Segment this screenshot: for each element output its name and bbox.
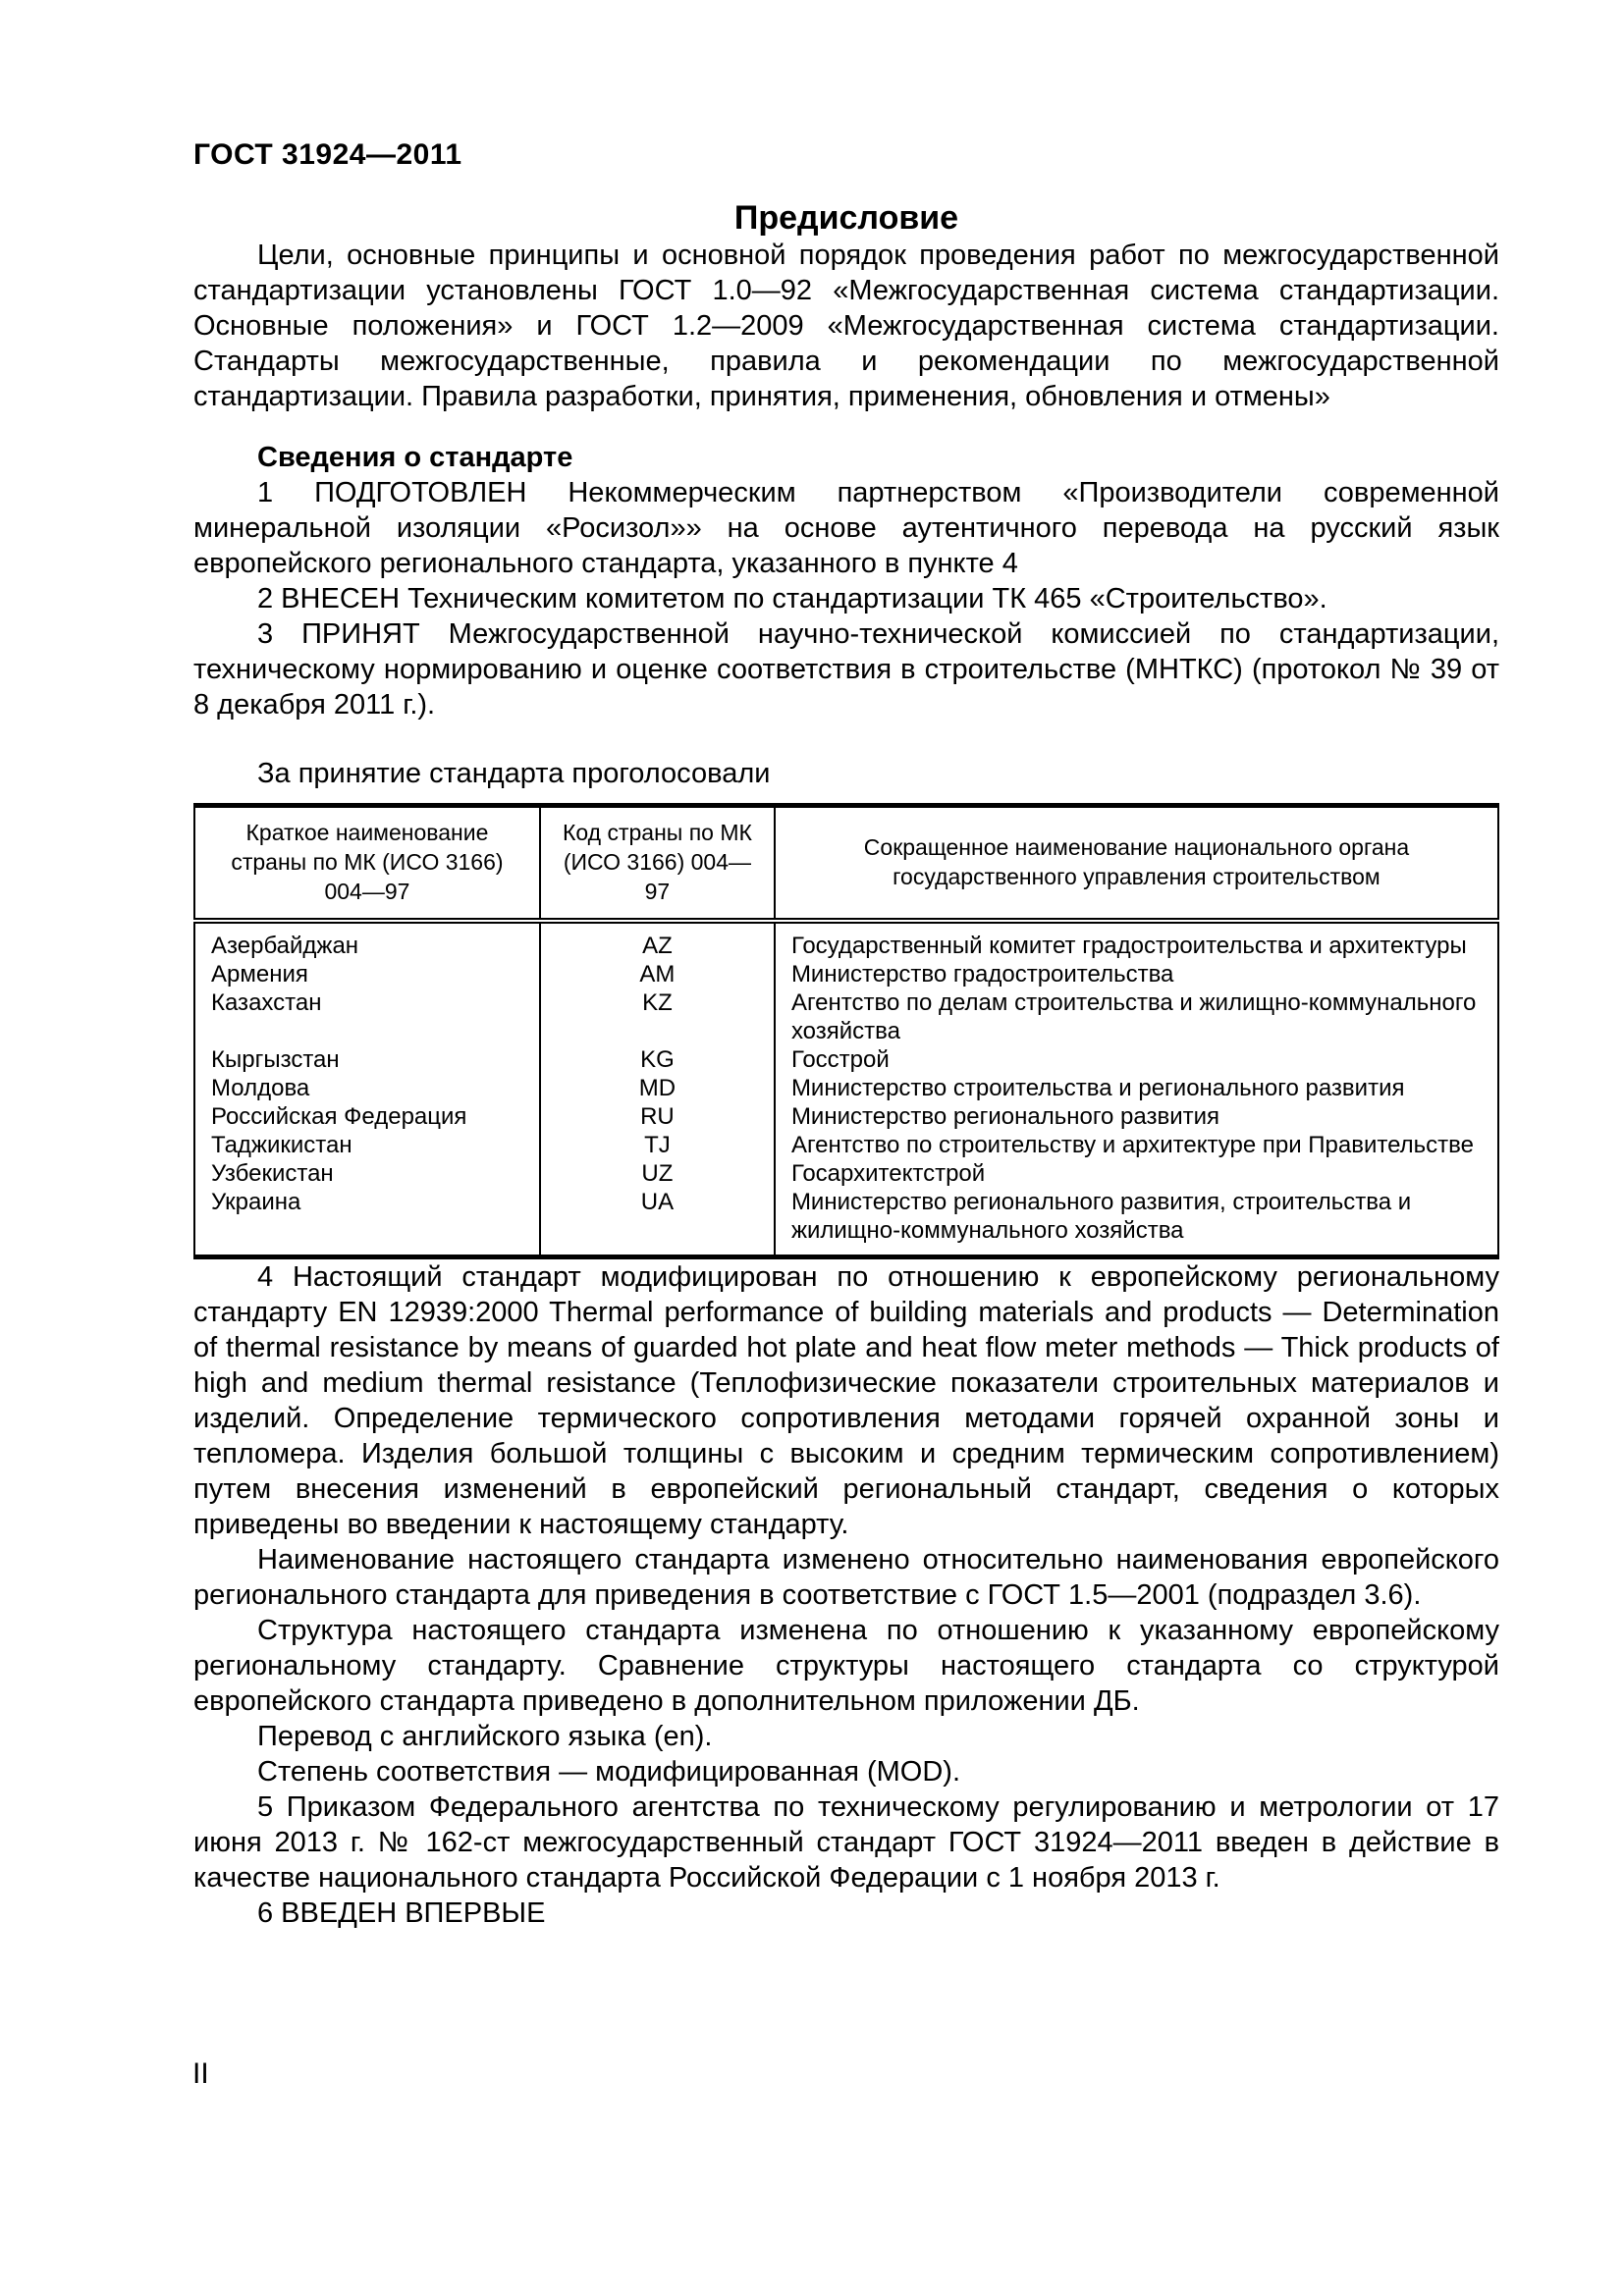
code-cell: AM (540, 960, 775, 988)
country-cell: Кыргызстан (211, 1046, 340, 1073)
authority-cell: Госархитектстрой (775, 1159, 1498, 1188)
table-row (194, 1188, 1498, 1257)
country-cell: Казахстан (211, 989, 322, 1016)
table-row (194, 960, 1498, 988)
vote-table-header-authority: Сокращенное наименование национального органа государственного управления строительством (775, 806, 1498, 922)
authority-cell: Министерство регионального развития, строительства и жилищно-коммунального хозяйства (775, 1188, 1498, 1257)
vote-table-header-code: Код страны по МК (ИСО 3166) 004—97 (540, 806, 775, 922)
code-cell: MD (540, 1074, 775, 1102)
modification-paragraph: 4 Настоящий стандарт модифицирован по отношению к европейскому региональному стандарту EN 12939:2000 Thermal performance of building materials and products — Determination of thermal resistance by means of guarded hot plate and heat flow meter methods — Thick products of high and medium thermal resistance (Теплофизические показатели строительных материалов и изделий. Определение термического сопротивления методами горячей охранной зоны и тепломера. Изделия большой толщины с высоким и средним термическим сопротивлением) путем внесения изменений в европейский региональный стандарт, сведения о которых приведены во введении к настоящему стандарту. (193, 1261, 1499, 1540)
code-cell: AZ (540, 921, 775, 960)
adopted-item: 3 ПРИНЯТ Межгосударственной научно-технической комиссией по стандартизации, техническому нормированию и оценке соответствия в строительстве (МНТКС) (протокол № 39 от 8 декабря 2011 г.). (193, 618, 1499, 721)
table-row (194, 1131, 1498, 1159)
code-cell: KG (540, 1045, 775, 1074)
standard-info-heading: Сведения о стандарте (257, 442, 573, 473)
code-cell: TJ (540, 1131, 775, 1159)
table-row (194, 1074, 1498, 1102)
vote-table-header-country: Краткое наименование страны по МК (ИСО 3166) 004—97 (194, 806, 540, 922)
country-cell: Российская Федерация (211, 1103, 467, 1130)
authority-cell: Министерство регионального развития (775, 1102, 1498, 1131)
first-introduced-item: 6 ВВЕДЕН ВПЕРВЫЕ (257, 1897, 546, 1929)
authority-cell: Агентство по строительству и архитектуре при Правительстве (775, 1131, 1498, 1159)
country-cell: Молдова (211, 1075, 310, 1101)
code-cell: KZ (540, 988, 775, 1045)
vote-caption: За принятие стандарта проголосовали (257, 758, 771, 789)
conformity-degree-paragraph: Степень соответствия — модифицированная (MOD). (257, 1756, 961, 1788)
translation-paragraph: Перевод с английского языка (en). (257, 1721, 713, 1752)
structure-change-paragraph: Структура настоящего стандарта изменена по отношению к указанному европейскому региональному стандарту. Сравнение структуры настоящего стандарта со структурой европейского стандарта приведено в дополнительном приложении ДБ. (193, 1615, 1499, 1717)
prepared-item: 1 ПОДГОТОВЛЕН Некоммерческим партнерством «Производители современной минеральной изоляции «Росизол»» на основе аутентичного перевода на русский язык европейского регионального стандарта, указанного в пункте 4 (193, 477, 1499, 579)
page-number: II (192, 2057, 209, 2090)
country-cell: Азербайджан (211, 933, 359, 959)
table-row (194, 1045, 1498, 1074)
table-row (194, 1102, 1498, 1131)
table-row (194, 921, 1498, 960)
doc-code: ГОСТ 31924—2011 (193, 138, 462, 171)
country-cell: Таджикистан (211, 1132, 352, 1158)
vote-table (193, 803, 1499, 1259)
table-row (194, 1159, 1498, 1188)
intro-paragraph: Цели, основные принципы и основной порядок проведения работ по межгосударственной стандартизации установлены ГОСТ 1.0—92 «Межгосударственная система стандартизации. Основные положения» и ГОСТ 1.2—2009 «Межгосударственная система стандартизации. Стандарты межгосударственные, правила и рекомендации по межгосударственной стандартизации. Правила разработки, принятия, применения, обновления и отмены» (193, 240, 1499, 412)
page-title: Предисловие (733, 199, 959, 237)
authority-cell: Госстрой (775, 1045, 1498, 1074)
authority-cell: Министерство строительства и регионального развития (775, 1074, 1498, 1102)
order-item: 5 Приказом Федерального агентства по техническому регулированию и метрологии от 17 июня 2013 г. № 162-ст межгосударственный стандарт ГОСТ 31924—2011 введен в действие в качестве национального стандарта Российской Федерации с 1 ноября 2013 г. (193, 1791, 1499, 1894)
code-cell: UA (540, 1188, 775, 1257)
code-cell: UZ (540, 1159, 775, 1188)
country-cell: Украина (211, 1189, 301, 1215)
submitted-item: 2 ВНЕСЕН Техническим комитетом по стандартизации ТК 465 «Строительство». (257, 583, 1327, 614)
table-row (194, 988, 1498, 1045)
name-change-paragraph: Наименование настоящего стандарта изменено относительно наименования европейского регионального стандарта для приведения в соответствие с ГОСТ 1.5—2001 (подраздел 3.6). (193, 1544, 1499, 1611)
authority-cell: Министерство градостроительства (775, 960, 1498, 988)
country-cell: Армения (211, 961, 308, 988)
country-cell: Узбекистан (211, 1160, 334, 1187)
authority-cell: Агентство по делам строительства и жилищно-коммунального хозяйства (775, 988, 1498, 1045)
code-cell: RU (540, 1102, 775, 1131)
vote-table-header-row (194, 806, 1498, 922)
authority-cell: Государственный комитет градостроительства и архитектуры (775, 921, 1498, 960)
